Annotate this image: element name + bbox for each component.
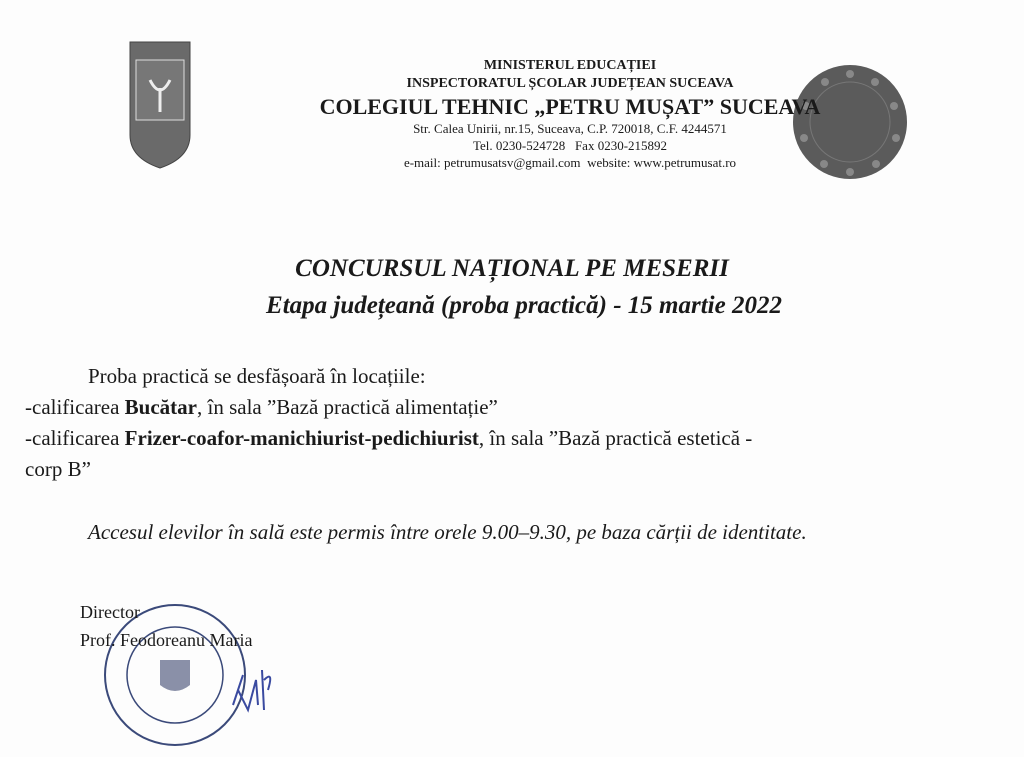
intro-text: Proba practică se desfășoară în locațiile: [88,364,426,388]
school-phone: Tel. 0230-524728 Fax 0230-215892 [472,138,668,153]
location-line-2 [25,426,752,450]
location-line-1 [25,395,498,419]
ministry-name: MINISTERUL EDUCAȚIEI [483,58,657,73]
access-note: Accesul elevilor în sală este permis între orele 9.00–9.30, pe baza cărții de identitate. [88,520,807,544]
line2-prefix: -calificarea [25,426,125,450]
location-line-3: corp B” [25,457,91,481]
line2-suffix: , în sala ”Bază practică estetică - [478,426,753,450]
qualification-bucatar: Bucătar [124,395,197,419]
line1-prefix: -calificarea [25,395,125,419]
inspectorate-name: INSPECTORATUL ȘCOLAR JUDEȚEAN SUCEAVA [406,76,734,91]
school-crest-logo [128,40,192,175]
website-link[interactable]: www.petrumusat.ro [633,155,737,170]
document-subtitle: Etapa județeană (proba practică) - 15 martie 2022 [266,292,782,319]
email-link[interactable]: petrumusatsv@gmail.com [444,155,581,170]
email-label: e-mail: [403,155,441,170]
signatory-name: Prof. Feodoreanu Maria [80,630,253,650]
school-name: COLEGIUL TEHNIC „PETRU MUȘAT” SUCEAVA [319,94,821,119]
school-address: Str. Calea Unirii, nr.15, Suceava, C.P. 720018, C.F. 4244571 [413,121,727,136]
school-contact [300,156,840,171]
qualification-frizer: Frizer-coafor-manichiurist-pedichiurist [124,426,479,450]
website-label: website: [587,155,631,170]
handwritten-signature [228,660,278,725]
document-title: CONCURSUL NAȚIONAL PE MESERII [295,255,729,282]
signatory-role: Director [80,602,140,622]
line1-suffix: , în sala ”Bază practică alimentație” [197,395,498,419]
